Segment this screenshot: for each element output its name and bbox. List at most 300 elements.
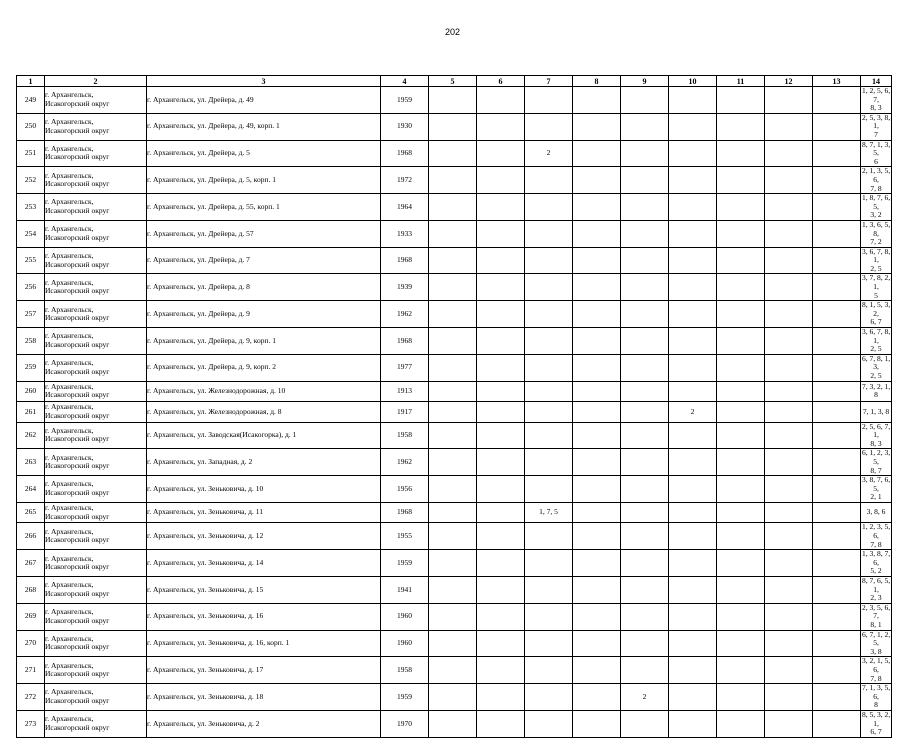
column-12-cell [765,328,813,355]
column-5-cell [429,550,477,577]
column-14-line: 3, 8, 7, 6, 5, [861,475,891,493]
column-14-line: 2, 3, 5, 6, 7, [861,603,891,621]
table-row [17,140,892,167]
column-13-cell [813,476,861,503]
column-7-cell [525,402,573,423]
column-6-cell [477,274,525,301]
column-9-cell [621,113,669,140]
district-line: г. Архангельск, [45,479,94,489]
column-5-cell [429,167,477,194]
column-7-cell [525,247,573,274]
district-line: г. Архангельск, [45,660,94,670]
address-cell: г. Архангельск, ул. Дрейера, д. 9, корп. 2 [147,354,381,381]
row-number: 269 [17,603,45,630]
table-row [17,113,892,140]
district-line: г. Архангельск, [45,425,94,435]
address-cell: г. Архангельск, ул. Железнодорожная, д. 10 [147,381,381,402]
column-12-cell [765,113,813,140]
column-14-cell [861,301,892,328]
district-line: Исакогорский округ [45,152,110,162]
column-10-cell: 2 [669,402,717,423]
column-14-cell [861,87,892,114]
row-number: 256 [17,274,45,301]
column-14-line: 8, 1, 5, 3, 2, [861,300,891,318]
district-line: г. Архангельск, [45,553,94,563]
column-14-line: 7, 1, 3, 5, 6, [861,683,891,701]
column-12-cell [765,354,813,381]
column-11-cell [717,476,765,503]
column-12-cell [765,301,813,328]
column-5-cell [429,630,477,657]
column-7-cell: 2 [525,140,573,167]
column-11-cell [717,550,765,577]
column-13-cell [813,274,861,301]
column-7-cell [525,301,573,328]
column-8-cell [573,113,621,140]
column-12-cell [765,449,813,476]
column-12-cell [765,577,813,604]
column-10-cell [669,577,717,604]
district-line: Исакогорский округ [45,206,110,216]
column-11-cell [717,710,765,737]
district-line: г. Архангельск, [45,224,94,234]
year-cell: 1962 [381,301,429,328]
column-6-cell [477,523,525,550]
column-7-cell [525,328,573,355]
row-number: 270 [17,630,45,657]
column-14-line: 5 [874,290,878,300]
column-8-cell [573,140,621,167]
column-14-line: 7, 8 [870,183,882,193]
column-11-cell [717,603,765,630]
column-header-8: 8 [573,76,621,87]
district-cell [45,381,147,402]
table-row [17,422,892,449]
column-11-cell [717,502,765,523]
column-14-line: 6, 1, 2, 3, 5, [861,448,891,466]
district-line: Исакогорский округ [45,179,110,189]
table-row [17,301,892,328]
district-line: Исакогорский округ [45,461,110,471]
column-14-cell [861,140,892,167]
district-line: Исакогорский округ [45,410,110,420]
column-13-cell [813,381,861,402]
column-5-cell [429,274,477,301]
year-cell: 1959 [381,550,429,577]
district-line: г. Архангельск, [45,381,94,391]
district-cell [45,354,147,381]
year-cell: 1958 [381,422,429,449]
address-cell: г. Архангельск, ул. Зеньковича, д. 15 [147,577,381,604]
row-number: 259 [17,354,45,381]
column-12-cell [765,476,813,503]
year-cell: 1968 [381,502,429,523]
column-8-cell [573,476,621,503]
district-line: г. Архангельск, [45,143,94,153]
row-number: 249 [17,87,45,114]
column-6-cell [477,422,525,449]
table-row [17,220,892,247]
column-9-cell [621,657,669,684]
district-line: Исакогорский округ [45,366,110,376]
column-5-cell [429,328,477,355]
column-6-cell [477,502,525,523]
column-14-cell [861,550,892,577]
column-10-cell [669,274,717,301]
district-line: г. Архангельск, [45,526,94,536]
column-14-line: 1, 2, 3, 5, 6, [861,522,891,541]
column-14-line: 5, 2 [870,566,882,576]
header-row [17,76,892,87]
column-7-cell [525,523,573,550]
column-5-cell [429,502,477,523]
column-header-3: 3 [147,76,381,87]
column-14-line: 7, 8 [870,673,882,683]
row-number: 254 [17,220,45,247]
column-14-cell [861,354,892,381]
column-5-cell [429,523,477,550]
column-11-cell [717,328,765,355]
year-cell: 1960 [381,603,429,630]
district-cell [45,630,147,657]
column-13-cell [813,113,861,140]
row-number: 272 [17,684,45,711]
year-cell: 1941 [381,577,429,604]
district-cell [45,710,147,737]
column-9-cell [621,550,669,577]
column-7-cell [525,381,573,402]
column-9-cell [621,328,669,355]
column-5-cell [429,113,477,140]
year-cell: 1977 [381,354,429,381]
column-12-cell [765,402,813,423]
column-6-cell [477,87,525,114]
year-cell: 1968 [381,328,429,355]
row-number: 264 [17,476,45,503]
column-14-line: 8, 5, 3, 2, 1, [861,710,891,728]
column-8-cell [573,274,621,301]
column-7-cell [525,422,573,449]
column-6-cell [477,301,525,328]
column-8-cell [573,354,621,381]
column-14-cell [861,194,892,221]
column-11-cell [717,402,765,423]
column-8-cell [573,603,621,630]
column-11-cell [717,87,765,114]
row-number: 257 [17,301,45,328]
year-cell: 1955 [381,523,429,550]
column-14-cell [861,449,892,476]
row-number: 268 [17,577,45,604]
column-7-cell [525,577,573,604]
column-8-cell [573,167,621,194]
column-10-cell [669,502,717,523]
column-11-cell [717,630,765,657]
column-header-9: 9 [621,76,669,87]
column-header-6: 6 [477,76,525,87]
column-14-cell [861,710,892,737]
year-cell: 1968 [381,140,429,167]
column-9-cell [621,402,669,423]
column-14-line: 3, 2 [870,210,882,220]
column-13-cell [813,422,861,449]
column-12-cell [765,710,813,737]
district-cell [45,502,147,523]
district-line: Исакогорский округ [45,588,110,598]
column-12-cell [765,140,813,167]
table-row [17,194,892,221]
column-5-cell [429,381,477,402]
page-number: 202 [444,27,461,37]
district-line: г. Архангельск, [45,503,94,513]
column-14-line: 2, 5, 3, 8, 1, [861,113,891,131]
year-cell: 1933 [381,220,429,247]
address-cell: г. Архангельск, ул. Дрейера, д. 5, корп. 1 [147,167,381,194]
district-line: г. Архангельск, [45,304,94,314]
column-13-cell [813,550,861,577]
district-line: Исакогорский округ [45,669,110,679]
column-14-line: 1, 8, 7, 6, 5, [861,193,891,211]
table-row [17,710,892,737]
column-10-cell [669,354,717,381]
year-cell: 1970 [381,710,429,737]
column-14-cell [861,476,892,503]
column-14-line: 1, 3, 8, 7, 6, [861,549,891,567]
column-5-cell [429,247,477,274]
column-14-cell [861,577,892,604]
address-cell: г. Архангельск, ул. Зеньковича, д. 14 [147,550,381,577]
district-cell [45,449,147,476]
column-8-cell [573,684,621,711]
table-row [17,523,892,550]
column-header-7: 7 [525,76,573,87]
district-line: Исакогорский округ [45,286,110,296]
column-14-cell [861,220,892,247]
column-13-cell [813,220,861,247]
row-number: 258 [17,328,45,355]
year-cell: 1972 [381,167,429,194]
column-10-cell [669,381,717,402]
district-cell [45,657,147,684]
column-13-cell [813,449,861,476]
column-9-cell [621,502,669,523]
column-14-line: 6, 7, 1, 2, 5, [861,630,891,648]
address-cell: г. Архангельск, ул. Западная, д. 2 [147,449,381,476]
year-cell: 1959 [381,87,429,114]
column-14-line: 3, 7, 8, 2, 1, [861,273,891,292]
row-number: 253 [17,194,45,221]
column-11-cell [717,449,765,476]
column-11-cell [717,422,765,449]
district-line: Исакогорский округ [45,722,110,732]
column-14-line: 3, 8, 6 [866,507,886,517]
column-14-line: 2, 3 [870,593,882,603]
table-row [17,328,892,355]
column-10-cell [669,167,717,194]
address-cell: г. Архангельск, ул. Зеньковича, д. 12 [147,523,381,550]
column-10-cell [669,684,717,711]
column-14-line: 7, 1, 3, 8 [862,406,890,416]
column-12-cell [765,274,813,301]
year-cell: 1956 [381,476,429,503]
table-row [17,247,892,274]
column-8-cell [573,523,621,550]
year-cell: 1968 [381,247,429,274]
table-row [17,476,892,503]
year-cell: 1930 [381,113,429,140]
column-13-cell [813,167,861,194]
column-8-cell [573,502,621,523]
column-11-cell [717,684,765,711]
column-10-cell [669,449,717,476]
table-row [17,402,892,423]
column-6-cell [477,220,525,247]
column-8-cell [573,328,621,355]
column-14-line: 2, 5 [870,344,882,354]
column-header-12: 12 [765,76,813,87]
district-line: Исакогорский округ [45,98,110,108]
column-13-cell [813,710,861,737]
column-9-cell [621,476,669,503]
column-14-cell [861,113,892,140]
column-10-cell [669,194,717,221]
district-line: Исакогорский округ [45,259,110,269]
table-row [17,684,892,711]
column-14-line: 3, 6, 7, 8, 1, [861,247,891,265]
district-line: Исакогорский округ [45,535,110,545]
column-9-cell [621,274,669,301]
year-cell: 1964 [381,194,429,221]
column-9-cell [621,167,669,194]
district-line: Исакогорский округ [45,390,110,400]
column-13-cell [813,354,861,381]
district-line: Исакогорский округ [45,434,110,444]
address-cell: г. Архангельск, ул. Зеньковича, д. 10 [147,476,381,503]
row-number: 262 [17,422,45,449]
district-cell [45,194,147,221]
district-line: Исакогорский округ [45,696,110,706]
column-7-cell [525,220,573,247]
column-14-cell [861,274,892,301]
column-7-cell [525,476,573,503]
column-8-cell [573,381,621,402]
year-cell: 1960 [381,630,429,657]
column-10-cell [669,710,717,737]
column-7-cell [525,657,573,684]
column-14-line: 6, 7 [870,317,882,327]
column-5-cell [429,449,477,476]
row-number: 255 [17,247,45,274]
district-line: Исакогорский округ [45,615,110,625]
row-number: 263 [17,449,45,476]
address-cell: г. Архангельск, ул. Дрейера, д. 7 [147,247,381,274]
column-5-cell [429,220,477,247]
district-line: г. Архангельск, [45,117,94,127]
column-11-cell [717,274,765,301]
row-number: 252 [17,167,45,194]
column-9-cell [621,247,669,274]
column-14-line: 3, 6, 7, 8, 1, [861,327,891,345]
district-line: г. Архангельск, [45,402,94,412]
column-14-line: 8, 3 [870,103,882,113]
column-12-cell [765,167,813,194]
column-14-line: 8, 7, 1, 3, 5, [861,140,891,158]
column-14-cell [861,422,892,449]
column-14-line: 2, 1, 3, 5, 6, [861,166,891,184]
column-6-cell [477,194,525,221]
column-6-cell [477,381,525,402]
column-12-cell [765,603,813,630]
column-12-cell [765,657,813,684]
row-number: 273 [17,710,45,737]
column-7-cell [525,710,573,737]
row-number: 260 [17,381,45,402]
row-number: 271 [17,657,45,684]
column-5-cell [429,603,477,630]
column-14-line: 3, 2, 1, 5, 6, [861,656,891,674]
table-row [17,449,892,476]
column-9-cell [621,87,669,114]
column-12-cell [765,502,813,523]
table-row [17,167,892,194]
column-7-cell [525,113,573,140]
column-12-cell [765,247,813,274]
column-8-cell [573,301,621,328]
district-line: г. Архангельск, [45,250,94,260]
column-8-cell [573,577,621,604]
address-cell: г. Архангельск, ул. Зеньковича, д. 11 [147,502,381,523]
year-cell: 1958 [381,657,429,684]
column-6-cell [477,449,525,476]
column-12-cell [765,630,813,657]
column-10-cell [669,657,717,684]
district-line: г. Архангельск, [45,277,94,287]
address-cell: г. Архангельск, ул. Железнодорожная, д. 8 [147,402,381,423]
row-number: 267 [17,550,45,577]
column-8-cell [573,657,621,684]
column-10-cell [669,422,717,449]
column-11-cell [717,140,765,167]
column-13-cell [813,194,861,221]
table-row [17,381,892,402]
column-14-line: 2, 5 [870,263,882,273]
column-6-cell [477,402,525,423]
column-header-1: 1 [17,76,45,87]
district-cell [45,301,147,328]
column-7-cell [525,354,573,381]
column-14-cell [861,247,892,274]
address-cell: г. Архангельск, ул. Дрейера, д. 57 [147,220,381,247]
column-8-cell [573,402,621,423]
column-5-cell [429,657,477,684]
column-5-cell [429,476,477,503]
table-row [17,657,892,684]
district-line: Исакогорский округ [45,642,110,652]
column-14-cell [861,402,892,423]
column-14-line: 8, 7, 6, 5, 1, [861,576,891,594]
column-14-cell [861,381,892,402]
row-number: 265 [17,502,45,523]
year-cell: 1917 [381,402,429,423]
column-6-cell [477,684,525,711]
column-6-cell [477,354,525,381]
column-13-cell [813,502,861,523]
district-cell [45,684,147,711]
column-8-cell [573,422,621,449]
district-cell [45,550,147,577]
column-6-cell [477,577,525,604]
column-12-cell [765,684,813,711]
